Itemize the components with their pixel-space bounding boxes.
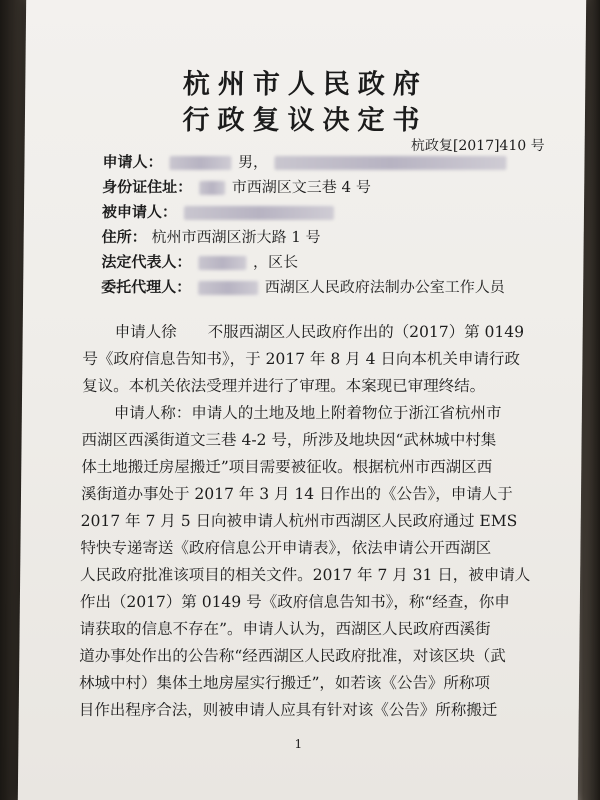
id-address-value: 市西湖区文三巷 4 号 [231,178,371,196]
redacted-legal-rep [198,256,246,270]
agent-label: 委托代理人： [101,278,192,296]
legal-rep-value: ，区长 [252,253,299,271]
applicant-label: 申请人： [102,153,163,171]
address-value: 杭州市西湖区浙大路 1 号 [151,228,321,246]
redacted-city [199,181,225,195]
address-row [102,226,321,247]
paragraph-line: 申请人称：申请人的土地及地上附着物位于浙江省杭州市 [113,404,502,422]
paragraph-line: 复议。本机关依法受理并进行了审理。本案现已审理终结。 [82,377,486,395]
paragraph-line: 作出（2017）第 0149 号《政府信息告知书》，称“经查，你申 [79,593,510,611]
paragraph-line: 2017 年 7 月 5 日向被申请人杭州市西湖区人民政府通过 EMS [80,512,518,530]
paragraph-line: 号《政府信息告知书》，于 2017 年 8 月 4 日向本机关申请行政 [82,350,521,368]
redacted-birth-info [275,156,507,170]
paragraph-line: 道办事处作出的公告称“经西湖区人民政府批准，对该区块（武 [79,647,506,665]
document-title-line2: 行政复议决定书 [182,105,428,136]
legal-rep-label: 法定代表人： [101,253,192,271]
redacted-respondent [184,206,334,220]
address-label: 住所： [101,228,147,246]
respondent-label: 被申请人： [101,203,178,221]
paragraph-line: 特快专递寄送《政府信息公开申请表》，依法申请公开西湖区 [80,539,492,557]
applicant-row [102,151,509,172]
paragraph-line: 人民政府批准该项目的相关文件。2017 年 7 月 31 日，被申请人 [80,566,531,584]
claim-paragraph [79,400,567,724]
paragraph-line: 请获取的信息不存在”。申请人认为，西湖区人民政府西溪街 [79,620,491,638]
paragraph-line: 目作出程序合法，则被申请人应具有针对该《公告》所称搬迁 [78,701,498,719]
redacted-agent [198,281,258,295]
paragraph-line: 体土地搬迁房屋搬迁”项目需要被征收。根据杭州市西湖区西 [81,458,493,476]
intro-paragraph [82,319,568,400]
page-number: 1 [294,737,303,751]
paragraph-line: 申请人徐 不服西湖区人民政府作出的（2017）第 0149 [114,323,525,341]
paragraph-line: 林城中村）集体土地房屋实行搬迁”，如若该《公告》所称项 [78,674,491,692]
redacted-name [169,156,231,170]
id-address-row [102,176,371,197]
document-page [18,0,586,800]
legal-rep-row [101,251,298,272]
applicant-gender: 男， [237,153,269,171]
document-number: 杭政复[2017]410 号 [410,138,545,154]
paragraph-line: 溪街道办事处于 2017 年 3 月 14 日作出的《公告》，申请人于 [80,485,513,503]
paragraph-line: 西湖区西溪街道文三巷 4-2 号，所涉及地块因“武林城中村集 [81,431,497,449]
agent-value: 西湖区人民政府法制办公室工作人员 [264,278,505,296]
document-title-line1: 杭州市人民政府 [182,69,428,100]
respondent-row [102,201,336,222]
id-address-label: 身份证住址： [102,178,193,196]
agent-row [101,276,505,297]
